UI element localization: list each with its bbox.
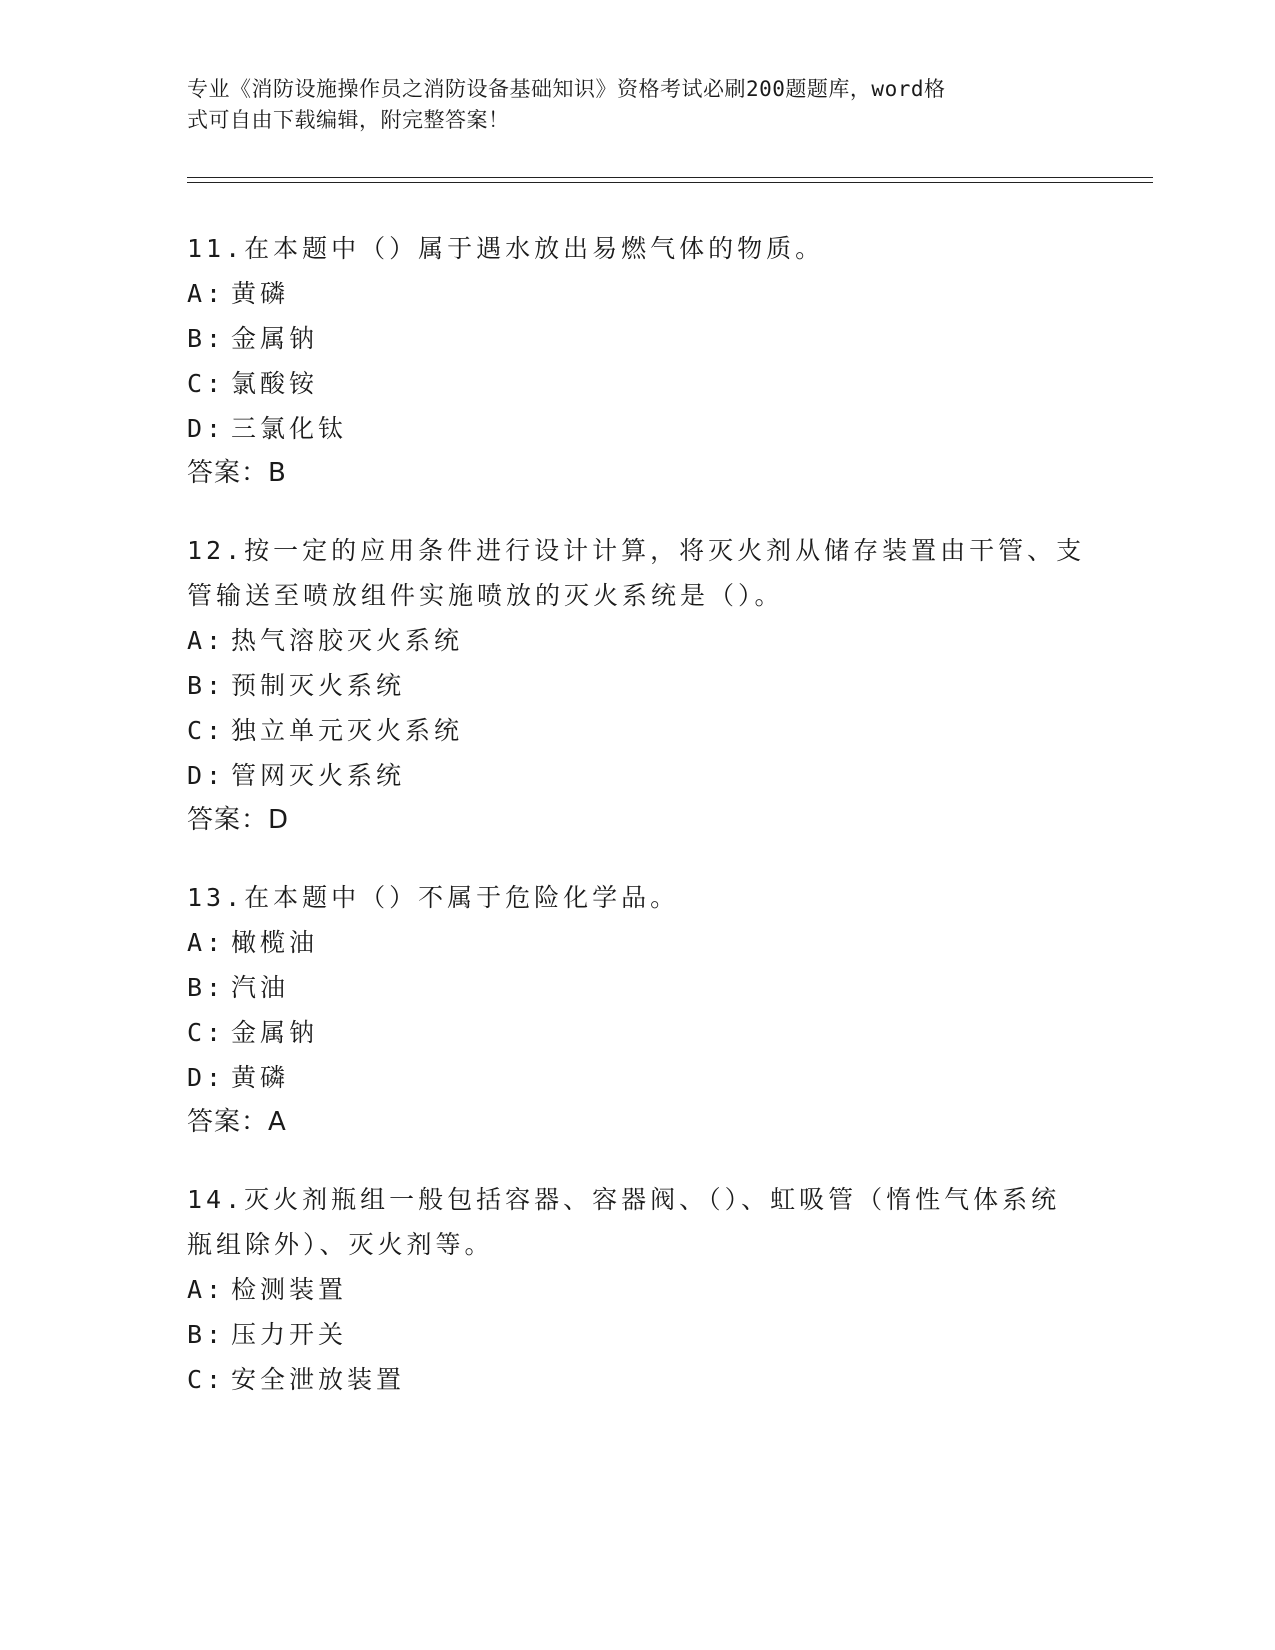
header-line-1: 专业《消防设施操作员之消防设备基础知识》资格考试必刷200题题库，word格 — [187, 77, 946, 101]
option-text: 橄榄油 — [231, 928, 319, 957]
document-header — [187, 74, 1067, 136]
option-text: 汽油 — [231, 973, 290, 1002]
option-text: 黄磷 — [231, 1063, 290, 1092]
option-text: 金属钠 — [231, 1018, 319, 1047]
question-stem: 11.在本题中（）属于遇水放出易燃气体的物质。 — [187, 234, 825, 263]
option-text: 管网灭火系统 — [231, 761, 406, 790]
option-letter: B: — [187, 973, 226, 1002]
option-d — [187, 1055, 1087, 1100]
option-letter: A: — [187, 928, 226, 957]
option-text: 氯酸铵 — [231, 369, 319, 398]
option-b — [187, 1312, 1087, 1357]
question-14 — [187, 1177, 1087, 1402]
option-letter: C: — [187, 716, 226, 745]
option-c — [187, 1010, 1087, 1055]
option-d — [187, 753, 1087, 798]
option-letter: C: — [187, 1365, 226, 1394]
option-b — [187, 663, 1087, 708]
question-12 — [187, 528, 1087, 843]
option-c — [187, 361, 1087, 406]
option-text: 检测装置 — [231, 1275, 348, 1304]
option-text: 预制灭火系统 — [231, 671, 406, 700]
answer-label: 答案：A — [187, 1107, 287, 1137]
question-list — [187, 226, 1087, 1434]
option-text: 压力开关 — [231, 1320, 348, 1349]
option-text: 金属钠 — [231, 324, 319, 353]
option-letter: D: — [187, 761, 226, 790]
option-letter: B: — [187, 324, 226, 353]
option-letter: D: — [187, 414, 226, 443]
question-13 — [187, 875, 1087, 1145]
option-a — [187, 618, 1087, 663]
question-stem: 13.在本题中（）不属于危险化学品。 — [187, 883, 680, 912]
option-letter: A: — [187, 626, 226, 655]
header-rule-top — [187, 177, 1153, 178]
question-11 — [187, 226, 1087, 496]
option-letter: B: — [187, 671, 226, 700]
option-text: 黄磷 — [231, 279, 290, 308]
option-d — [187, 406, 1087, 451]
option-text: 三氯化钛 — [231, 414, 348, 443]
option-c — [187, 708, 1087, 753]
option-b — [187, 316, 1087, 361]
question-stem: 14.灭火剂瓶组一般包括容器、容器阀、（）、虹吸管（惰性气体系统瓶组除外）、灭火剂等。 — [187, 1185, 1061, 1259]
option-a — [187, 920, 1087, 965]
option-text: 热气溶胶灭火系统 — [231, 626, 464, 655]
option-letter: A: — [187, 279, 226, 308]
question-stem: 12.按一定的应用条件进行设计计算，将灭火剂从储存装置由干管、支管输送至喷放组件实施喷放的灭火系统是（）。 — [187, 536, 1086, 610]
option-text: 安全泄放装置 — [231, 1365, 406, 1394]
option-c — [187, 1357, 1087, 1402]
option-text: 独立单元灭火系统 — [231, 716, 464, 745]
answer-label: 答案：D — [187, 805, 290, 835]
option-b — [187, 965, 1087, 1010]
answer-label: 答案：B — [187, 458, 287, 488]
header-rule-bottom — [187, 182, 1153, 183]
option-letter: D: — [187, 1063, 226, 1092]
option-letter: C: — [187, 369, 226, 398]
option-letter: C: — [187, 1018, 226, 1047]
header-line-2: 式可自由下载编辑，附完整答案！ — [187, 108, 510, 132]
option-letter: B: — [187, 1320, 226, 1349]
option-letter: A: — [187, 1275, 226, 1304]
option-a — [187, 271, 1087, 316]
option-a — [187, 1267, 1087, 1312]
